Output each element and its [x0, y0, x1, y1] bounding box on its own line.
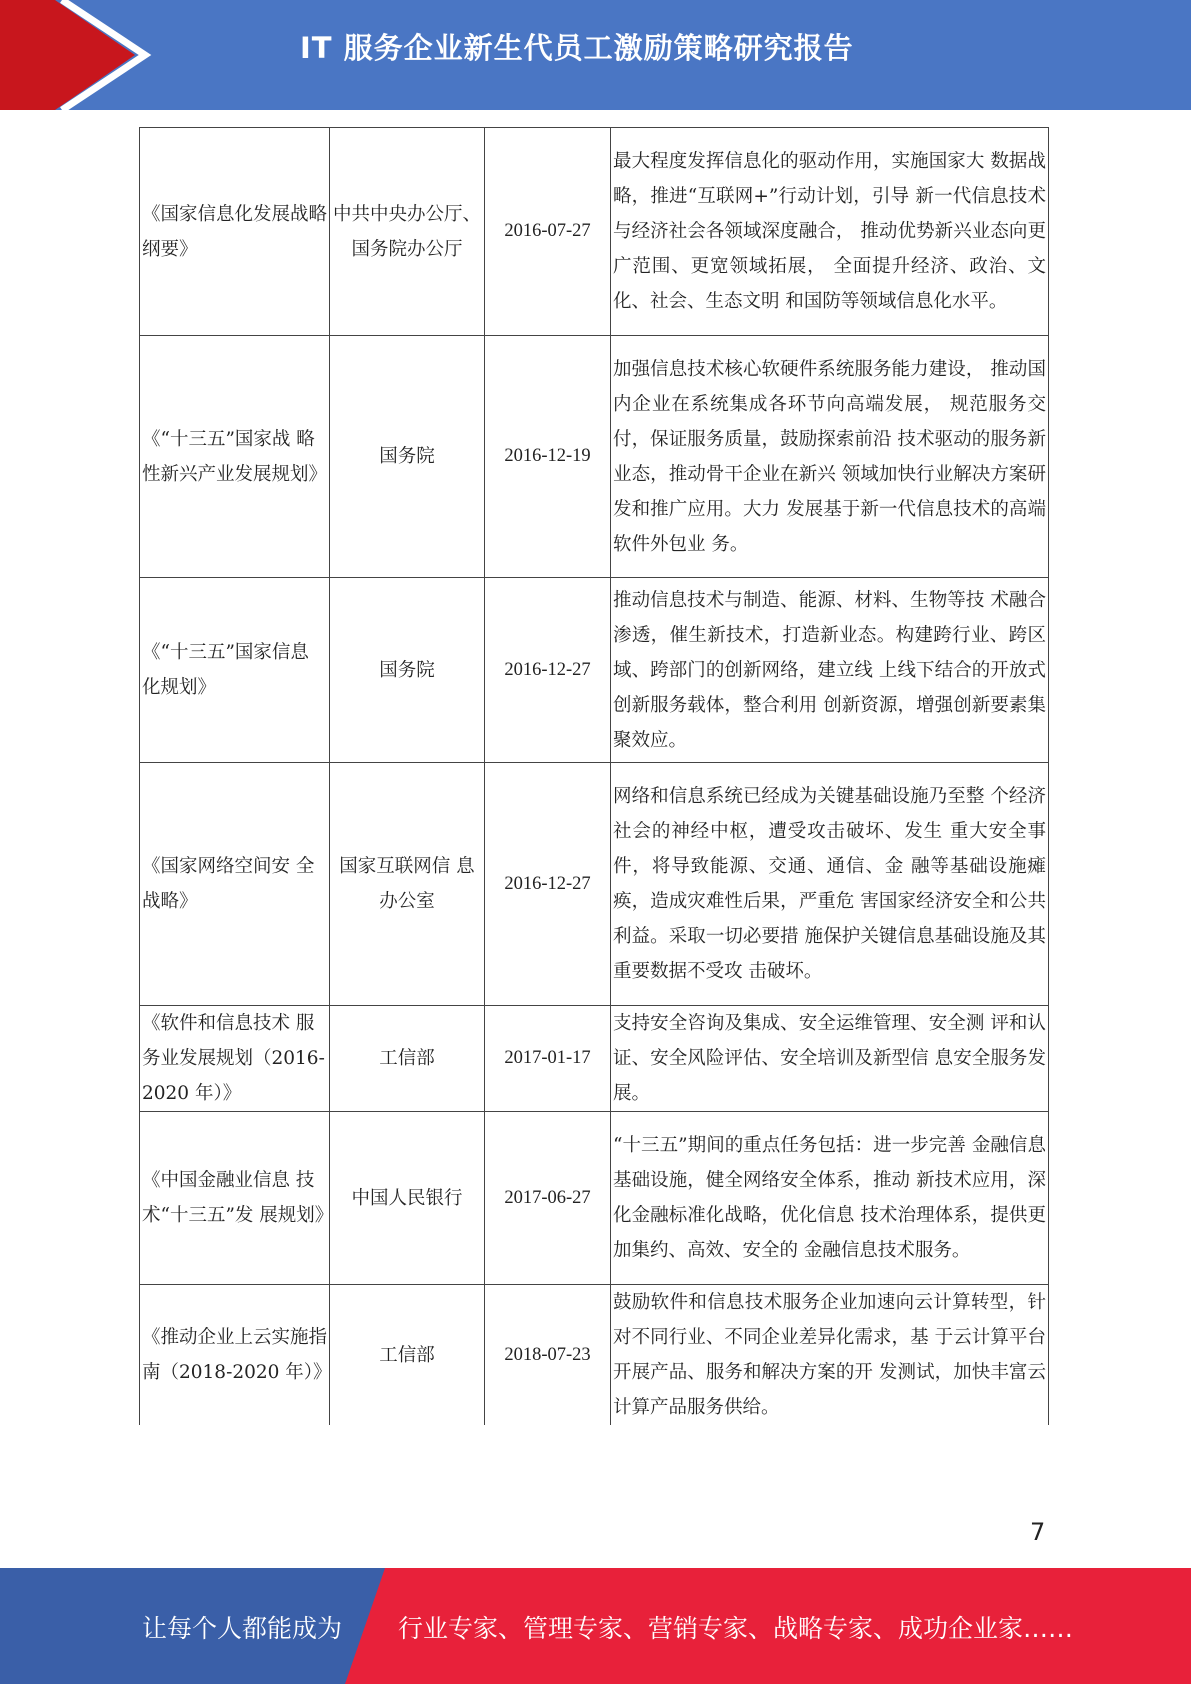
- policy-content: 推动信息技术与制造、能源、材料、生物等技 术融合渗透，催生新技术，打造新业态。构建跨行业、跨区域、跨部门的创新网络，建立线 上线下结合的开放式创新服务载体，整合利用 创新资源，增强创新要素集聚效应。: [611, 578, 1049, 763]
- table-row: [140, 763, 1049, 1006]
- policy-issuer: 国家互联网信 息办公室: [330, 763, 485, 1006]
- header-red-arrow-decoration: [0, 0, 160, 110]
- report-title: IT 服务企业新生代员工激励策略研究报告: [300, 31, 854, 65]
- policy-name: 《软件和信息技术 服务业发展规划（2016-2020 年）》: [140, 1006, 330, 1112]
- footer-slogan-right: 行业专家、管理专家、营销专家、战略专家、成功企业家……: [398, 1614, 1074, 1643]
- page-header: [0, 0, 1191, 110]
- policy-name: 《推动企业上云实施指南（2018-2020 年）》: [140, 1285, 330, 1426]
- policy-issuer: 中共中央办公厅、国务院办公厅: [330, 128, 485, 336]
- table-row: [140, 128, 1049, 336]
- policy-date: 2016-12-19: [485, 336, 611, 578]
- policy-name: 《“十三五”国家战 略性新兴产业发展规划》: [140, 336, 330, 578]
- page-number: 7: [1030, 1518, 1046, 1546]
- policy-name: 《中国金融业信息 技术“十三五”发 展规划》: [140, 1112, 330, 1285]
- policy-table: [139, 127, 1049, 1425]
- policy-content: “十三五”期间的重点任务包括：进一步完善 金融信息基础设施，健全网络安全体系，推动 新技术应用，深化金融标准化战略，优化信息 技术治理体系，提供更加集约、高效、安全的 金融信息技术服务。: [611, 1112, 1049, 1285]
- policy-name: 《“十三五”国家信息化规划》: [140, 578, 330, 763]
- policy-content: 支持安全咨询及集成、安全运维管理、安全测 评和认证、安全风险评估、安全培训及新型信 息安全服务发展。: [611, 1006, 1049, 1112]
- policy-issuer: 国务院: [330, 336, 485, 578]
- policy-issuer: 中国人民银行: [330, 1112, 485, 1285]
- footer-slogan-left: 让每个人都能成为: [142, 1614, 343, 1643]
- policy-issuer: 工信部: [330, 1006, 485, 1112]
- policy-issuer: 工信部: [330, 1285, 485, 1426]
- policy-name: 《国家网络空间安 全战略》: [140, 763, 330, 1006]
- policy-date: 2016-07-27: [485, 128, 611, 336]
- page-footer: [0, 1568, 1191, 1684]
- table-row: [140, 1006, 1049, 1112]
- table-row: [140, 1112, 1049, 1285]
- table-row: [140, 1285, 1049, 1426]
- policy-content: 网络和信息系统已经成为关键基础设施乃至整 个经济社会的神经中枢，遭受攻击破坏、发生 重大安全事件，将导致能源、交通、通信、金 融等基础设施瘫痪，造成灾难性后果，严重危 害国家经济安全和公共利益。采取一切必要措 施保护关键信息基础设施及其重要数据不受攻 击破坏。: [611, 763, 1049, 1006]
- table-row: [140, 578, 1049, 763]
- policy-date: 2017-06-27: [485, 1112, 611, 1285]
- policy-name: 《国家信息化发展战略纲要》: [140, 128, 330, 336]
- table-row: [140, 336, 1049, 578]
- policy-date: 2016-12-27: [485, 578, 611, 763]
- policy-date: 2018-07-23: [485, 1285, 611, 1426]
- policy-content: 加强信息技术核心软硬件系统服务能力建设， 推动国内企业在系统集成各环节向高端发展， 规范服务交付，保证服务质量，鼓励探索前沿 技术驱动的服务新业态，推动骨干企业在新兴 领域加快行业解决方案研发和推广应用。大力 发展基于新一代信息技术的高端软件外包业 务。: [611, 336, 1049, 578]
- policy-content: 最大程度发挥信息化的驱动作用，实施国家大 数据战略，推进“互联网+”行动计划，引导 新一代信息技术与经济社会各领域深度融合， 推动优势新兴业态向更广范围、更宽领域拓展， 全面提升经济、政治、文化、社会、生态文明 和国防等领域信息化水平。: [611, 128, 1049, 336]
- policy-date: 2017-01-17: [485, 1006, 611, 1112]
- policy-content: 鼓励软件和信息技术服务企业加速向云计算转型，针对不同行业、不同企业差异化需求，基 于云计算平台开展产品、服务和解决方案的开 发测试，加快丰富云计算产品服务供给。: [611, 1285, 1049, 1426]
- policy-date: 2016-12-27: [485, 763, 611, 1006]
- policy-issuer: 国务院: [330, 578, 485, 763]
